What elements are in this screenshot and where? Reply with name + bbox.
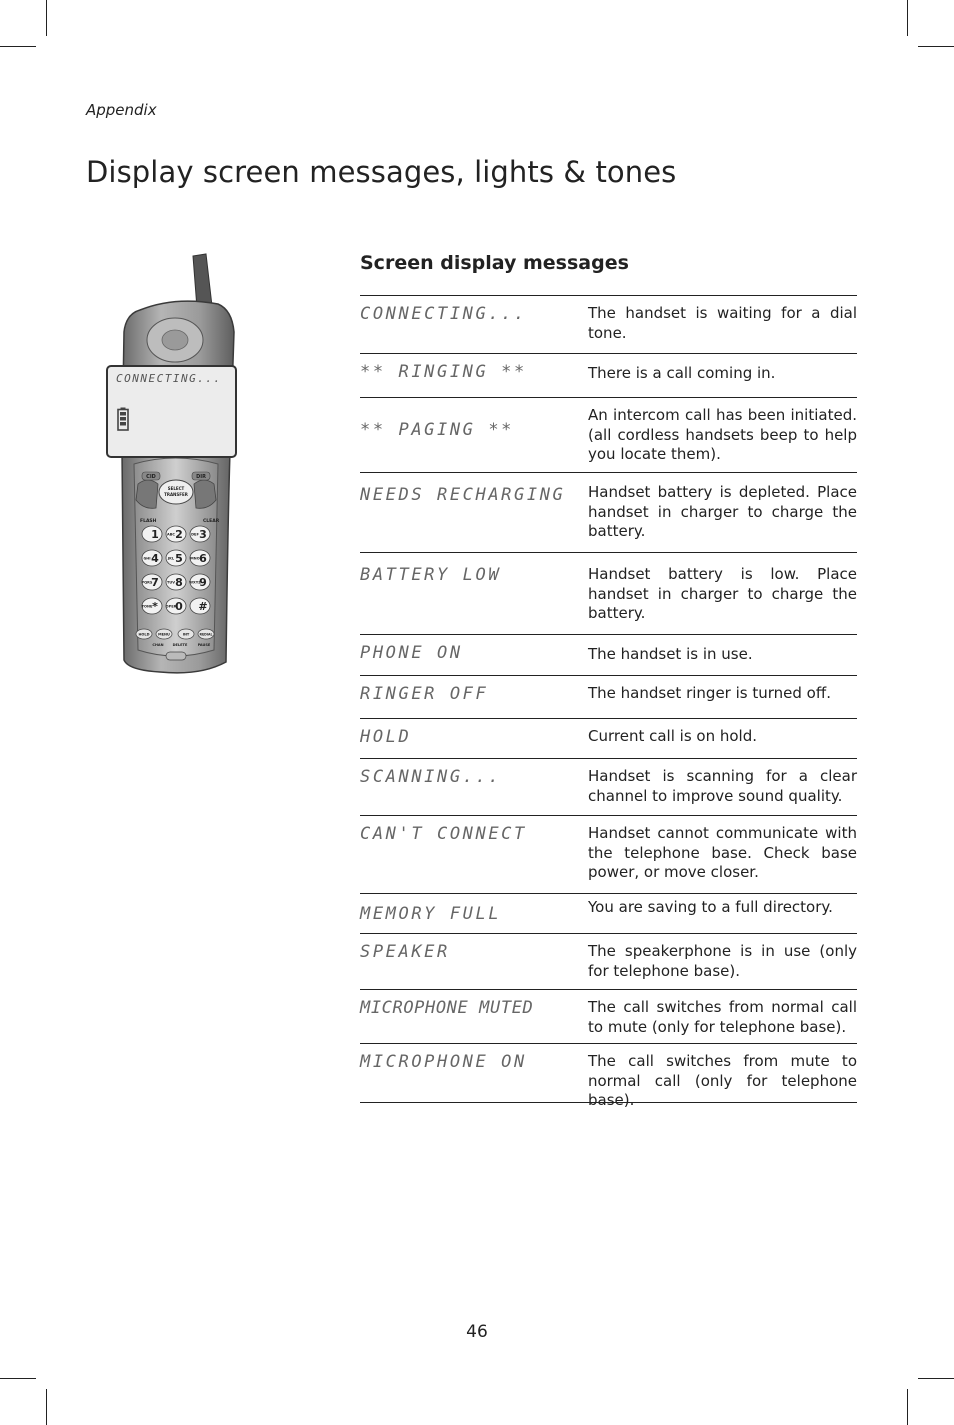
- message-description: There is a call coming in.: [588, 364, 776, 382]
- message-code: ** RINGING **: [360, 362, 527, 382]
- keypad-key-letters: JKL: [167, 556, 175, 561]
- svg-text:CID: CID: [146, 474, 156, 480]
- crop-mark: [907, 0, 908, 36]
- crop-mark: [0, 1378, 36, 1379]
- message-description: Handset cannot communicate with the telephone base. Check base power, or move closer.: [588, 824, 857, 881]
- keypad-key-digit: 4: [151, 552, 159, 565]
- keypad-key-digit: 8: [175, 576, 183, 589]
- message-code: NEEDS RECHARGING: [360, 485, 566, 505]
- keypad-key-letters: WXYZ: [189, 580, 201, 585]
- lcd-screen: [106, 365, 237, 458]
- message-description: The call switches from normal call to mute (only for telephone base).: [588, 998, 857, 1036]
- table-row: [360, 553, 857, 635]
- svg-text:MENU: MENU: [158, 632, 170, 637]
- antenna: [193, 254, 212, 308]
- table-row: [360, 354, 857, 398]
- message-code: SPEAKER: [360, 942, 450, 962]
- message-description: The handset is in use.: [588, 645, 753, 663]
- message-code: HOLD: [360, 727, 412, 747]
- message-code: MEMORY FULL: [360, 904, 502, 924]
- crop-mark: [46, 1389, 47, 1425]
- table-row: [360, 635, 857, 676]
- message-code: MICROPHONE MUTED: [360, 998, 534, 1018]
- battery-icon: [117, 407, 129, 431]
- svg-text:CHAN: CHAN: [152, 643, 164, 647]
- keypad-key-letters: OPER: [165, 604, 177, 609]
- keypad-key-digit: #: [198, 600, 208, 613]
- keypad-key-digit: 3: [199, 528, 207, 541]
- table-row: [360, 990, 857, 1044]
- message-description: Handset battery is depleted. Place handset in charger to charge the battery.: [588, 483, 857, 540]
- table-row: [360, 816, 857, 894]
- crop-mark: [0, 46, 36, 47]
- crop-mark: [907, 1389, 908, 1425]
- svg-text:PAUSE: PAUSE: [197, 643, 211, 647]
- svg-text:INT: INT: [182, 632, 190, 637]
- message-code: MICROPHONE ON: [360, 1052, 527, 1072]
- message-code: BATTERY LOW: [360, 565, 502, 585]
- svg-text:CLEAR: CLEAR: [203, 519, 220, 524]
- message-code: SCANNING...: [360, 767, 502, 787]
- keypad-key-digit: 5: [175, 552, 183, 565]
- message-description: The handset ringer is turned off.: [588, 684, 831, 702]
- page-title: Display screen messages, lights & tones: [86, 155, 677, 189]
- table-row: [360, 296, 857, 354]
- keypad-key-letters: GHI: [143, 556, 151, 561]
- keypad-key-letters: DEF: [191, 532, 199, 537]
- svg-text:FLASH: FLASH: [140, 519, 157, 524]
- keypad-key-digit: 6: [199, 552, 207, 565]
- handset-illustration: [100, 252, 250, 682]
- svg-text:DELETE: DELETE: [172, 643, 188, 647]
- message-description: You are saving to a full directory.: [588, 898, 833, 916]
- message-description: An intercom call has been initiated. (all cordless handsets beep to help you locate them).: [588, 406, 857, 463]
- message-description: Current call is on hold.: [588, 727, 757, 745]
- lcd-screen-text: CONNECTING...: [116, 372, 222, 385]
- table-row: [360, 676, 857, 719]
- crop-mark: [918, 1378, 954, 1379]
- table-row: [360, 1044, 857, 1109]
- message-description: Handset is scanning for a clear channel to improve sound quality.: [588, 767, 857, 805]
- keypad-key-digit: *: [152, 600, 158, 613]
- message-description: Handset battery is low. Place handset in charger to charge the battery.: [588, 565, 857, 622]
- keypad-key-digit: 9: [199, 576, 207, 589]
- message-code: ** PAGING **: [360, 420, 515, 440]
- keypad-key-digit: 1: [151, 528, 159, 541]
- table-row: [360, 719, 857, 759]
- message-description: The handset is waiting for a dial tone.: [588, 304, 857, 342]
- keypad-key-digit: 0: [175, 600, 183, 613]
- message-code: CONNECTING...: [360, 304, 527, 324]
- message-code: RINGER OFF: [360, 684, 489, 704]
- keypad-key-digit: 7: [151, 576, 159, 589]
- keypad-key-letters: TONE: [141, 604, 153, 609]
- svg-text:DIR: DIR: [196, 474, 206, 480]
- svg-text:SELECT: SELECT: [167, 486, 185, 491]
- svg-text:HOLD: HOLD: [138, 632, 150, 637]
- message-code: CAN'T CONNECT: [360, 824, 527, 844]
- table-row: [360, 398, 857, 473]
- table-heading: Screen display messages: [360, 252, 629, 274]
- message-description: The speakerphone is in use (only for telephone base).: [588, 942, 857, 980]
- table-row: [360, 473, 857, 553]
- keypad-key-letters: MNO: [190, 556, 200, 561]
- message-code: PHONE ON: [360, 643, 463, 663]
- keypad-key-digit: 2: [175, 528, 183, 541]
- table-row: [360, 894, 857, 934]
- message-table: [360, 295, 857, 1109]
- keypad-key-letters: PQRS: [141, 580, 153, 585]
- table-row: [360, 759, 857, 816]
- crop-mark: [46, 0, 47, 36]
- table-row: [360, 934, 857, 990]
- keypad-key-letters: TUV: [167, 580, 175, 585]
- svg-text:REDIAL: REDIAL: [199, 632, 213, 637]
- section-label: Appendix: [86, 101, 157, 119]
- crop-mark: [918, 46, 954, 47]
- svg-text:TRANSFER: TRANSFER: [164, 492, 188, 497]
- page-number: 46: [466, 1322, 488, 1342]
- message-description: The call switches from mute to normal call (only for telephone base).: [588, 1052, 857, 1109]
- keypad-key-letters: ABC: [167, 532, 175, 537]
- microphone: [166, 652, 186, 660]
